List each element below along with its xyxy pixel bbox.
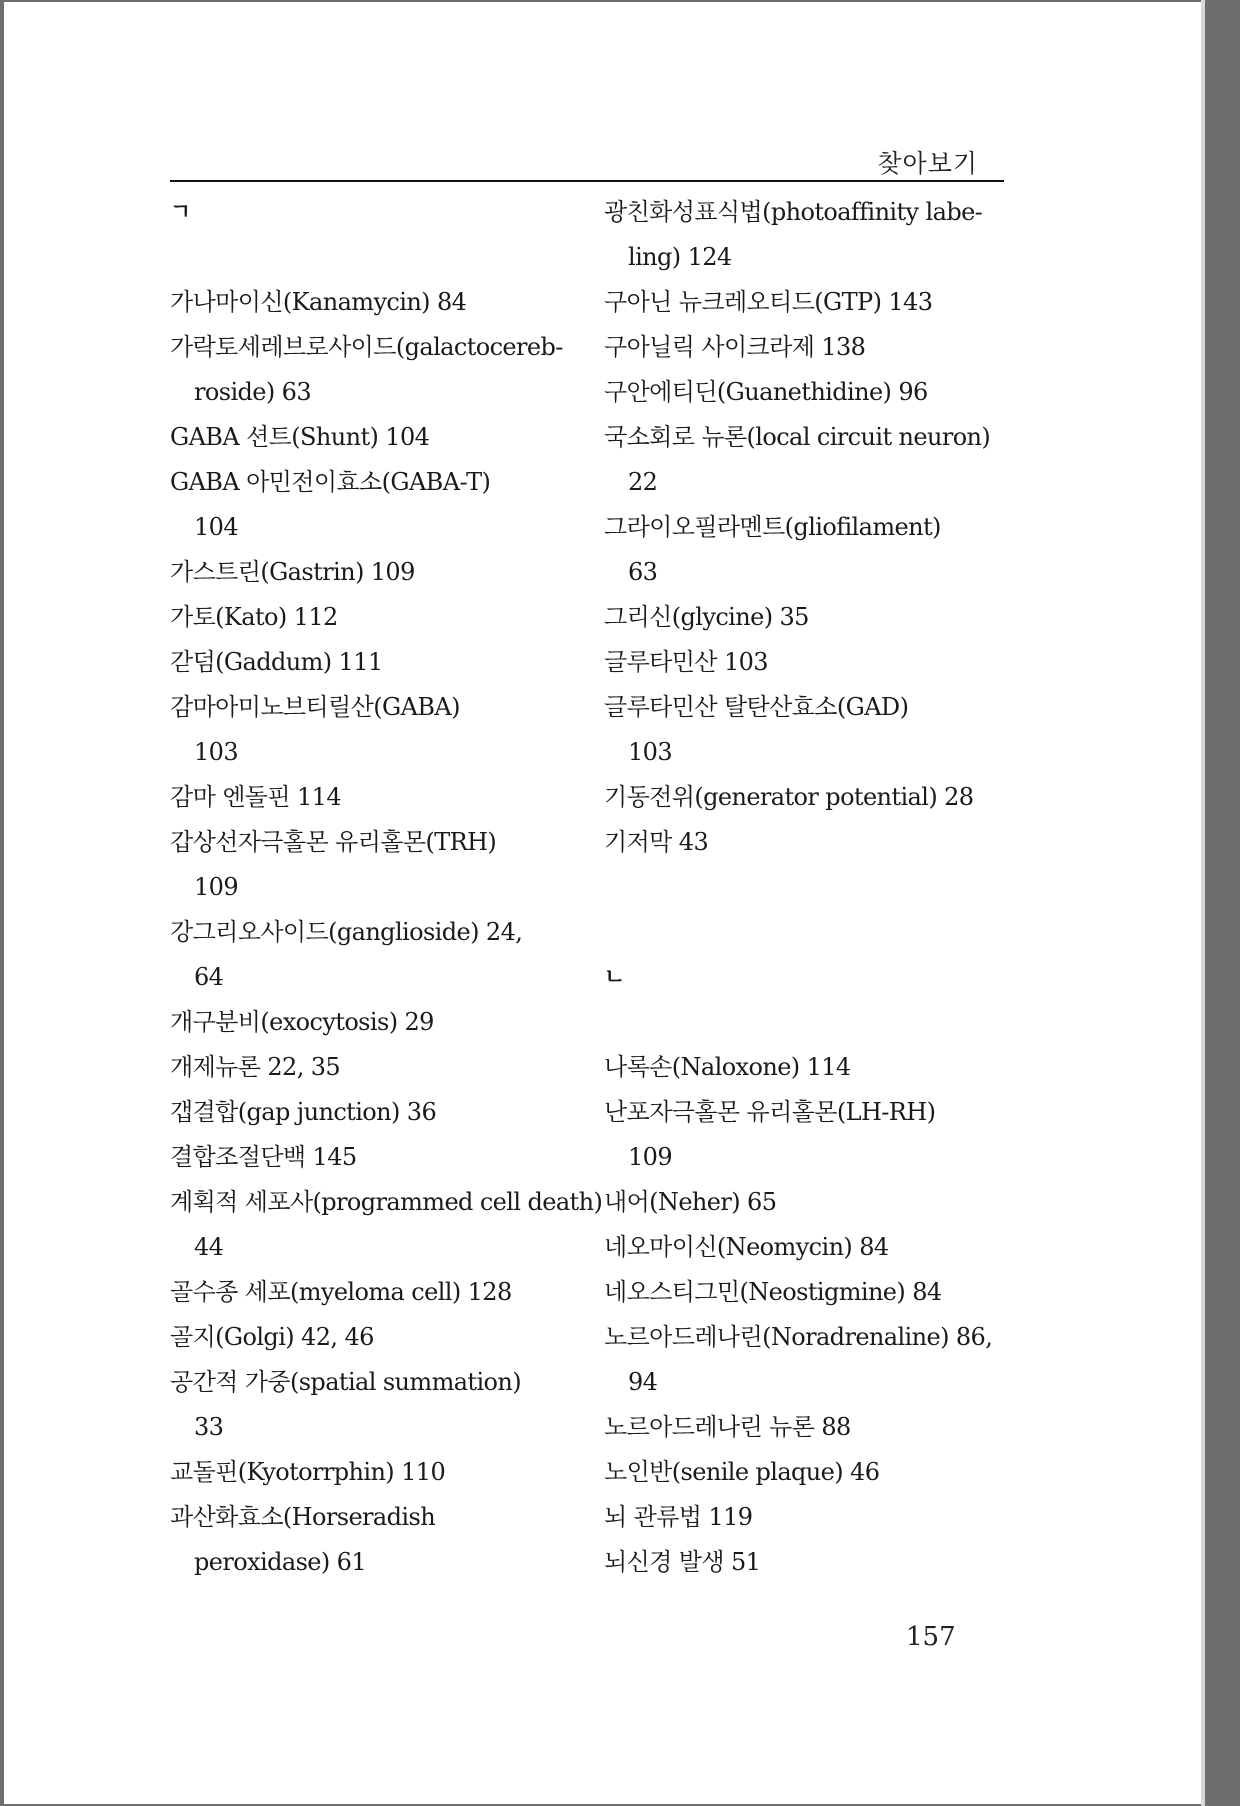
index-entry-continuation: 103 — [194, 738, 239, 766]
index-entry: 갭결합(gap junction) 36 — [170, 1098, 437, 1126]
index-entry: 가스트린(Gastrin) 109 — [170, 558, 415, 586]
index-entry-continuation: 104 — [194, 513, 239, 541]
header-rule — [170, 180, 1004, 182]
index-entry: 그라이오필라멘트(gliofilament) — [604, 513, 941, 541]
index-entry: 개제뉴론 22, 35 — [170, 1053, 341, 1081]
index-entry: 감마 엔돌핀 114 — [170, 783, 341, 811]
index-entry: 공간적 가중(spatial summation) — [170, 1368, 522, 1396]
index-column-left — [170, 190, 603, 1585]
index-entry: 구안에티딘(Guanethidine) 96 — [604, 378, 928, 406]
page-number: 157 — [906, 1622, 956, 1652]
index-entry: 구아닐릭 사이크라제 138 — [604, 333, 866, 361]
index-entry: 과산화효소(Horseradish — [170, 1503, 436, 1531]
index-entry: GABA 아민전이효소(GABA-T) — [170, 468, 491, 496]
index-entry-continuation: 22 — [628, 468, 658, 496]
index-entry-continuation: ling) 124 — [628, 243, 732, 271]
index-entry: 국소회로 뉴론(local circuit neuron) — [604, 423, 991, 451]
index-entry: 노르아드레나린 뉴론 88 — [604, 1413, 851, 1441]
index-entry-continuation: peroxidase) 61 — [194, 1548, 367, 1576]
index-spacer — [604, 1000, 1034, 1045]
index-section-letter: ㄱ — [170, 200, 191, 225]
index-entry: 갇덤(Gaddum) 111 — [170, 648, 383, 676]
index-entry: 감마아미노브티릴산(GABA) — [170, 693, 460, 721]
index-entry: 글루타민산 탈탄산효소(GAD) — [604, 693, 909, 721]
index-section-letter: ㄴ — [604, 965, 625, 990]
index-entry-continuation: 103 — [628, 738, 673, 766]
index-entry: 가나마이신(Kanamycin) 84 — [170, 288, 467, 316]
index-entry: 가락토세레브로사이드(galactocereb- — [170, 333, 563, 361]
index-entry: 결합조절단백 145 — [170, 1143, 357, 1171]
index-entry: 그리신(glycine) 35 — [604, 603, 809, 631]
index-entry-continuation: 63 — [628, 558, 658, 586]
index-entry: 네오마이신(Neomycin) 84 — [604, 1233, 889, 1261]
index-entry: 골지(Golgi) 42, 46 — [170, 1323, 374, 1351]
index-entry: 뇌신경 발생 51 — [604, 1548, 761, 1576]
header-title: 찾아보기 — [877, 149, 978, 178]
page-edge — [1201, 0, 1205, 1806]
index-entry: 광친화성표식법(photoaffinity labe- — [604, 198, 983, 226]
index-entry: 노르아드레나린(Noradrenaline) 86, — [604, 1323, 993, 1351]
index-entry: 뇌 관류법 119 — [604, 1503, 753, 1531]
index-entry: 기저막 43 — [604, 828, 709, 856]
index-entry: 나록손(Naloxone) 114 — [604, 1053, 851, 1081]
index-entry: 계획적 세포사(programmed cell death) — [170, 1188, 603, 1216]
index-entry: 난포자극홀몬 유리홀몬(LH-RH) — [604, 1098, 936, 1126]
index-entry: 강그리오사이드(ganglioside) 24, — [170, 918, 523, 946]
index-entry: 기동전위(generator potential) 28 — [604, 783, 974, 811]
index-spacer — [604, 865, 1034, 910]
index-entry-continuation: roside) 63 — [194, 378, 312, 406]
index-entry: 교돌핀(Kyotorrphin) 110 — [170, 1458, 446, 1486]
index-column-right — [604, 190, 1034, 1585]
index-entry: 구아닌 뉴크레오티드(GTP) 143 — [604, 288, 933, 316]
index-entry: 노인반(senile plaque) 46 — [604, 1458, 880, 1486]
index-entry: 네오스티그민(Neostigmine) 84 — [604, 1278, 942, 1306]
index-entry: 갑상선자극홀몬 유리홀몬(TRH) — [170, 828, 497, 856]
index-entry: 개구분비(exocytosis) 29 — [170, 1008, 434, 1036]
index-entry-continuation: 94 — [628, 1368, 658, 1396]
index-entry-continuation: 109 — [194, 873, 239, 901]
index-entry-continuation: 44 — [194, 1233, 224, 1261]
index-entry: 골수종 세포(myeloma cell) 128 — [170, 1278, 512, 1306]
index-spacer — [170, 235, 600, 280]
index-entry: 글루타민산 103 — [604, 648, 768, 676]
index-entry: 내어(Neher) 65 — [604, 1188, 777, 1216]
index-entry-continuation: 64 — [194, 963, 224, 991]
index-entry-continuation: 109 — [628, 1143, 673, 1171]
index-entry: GABA 션트(Shunt) 104 — [170, 423, 430, 451]
running-header — [170, 140, 1004, 182]
index-entry-continuation: 33 — [194, 1413, 224, 1441]
index-entry: 가토(Kato) 112 — [170, 603, 338, 631]
index-spacer — [604, 910, 1034, 955]
